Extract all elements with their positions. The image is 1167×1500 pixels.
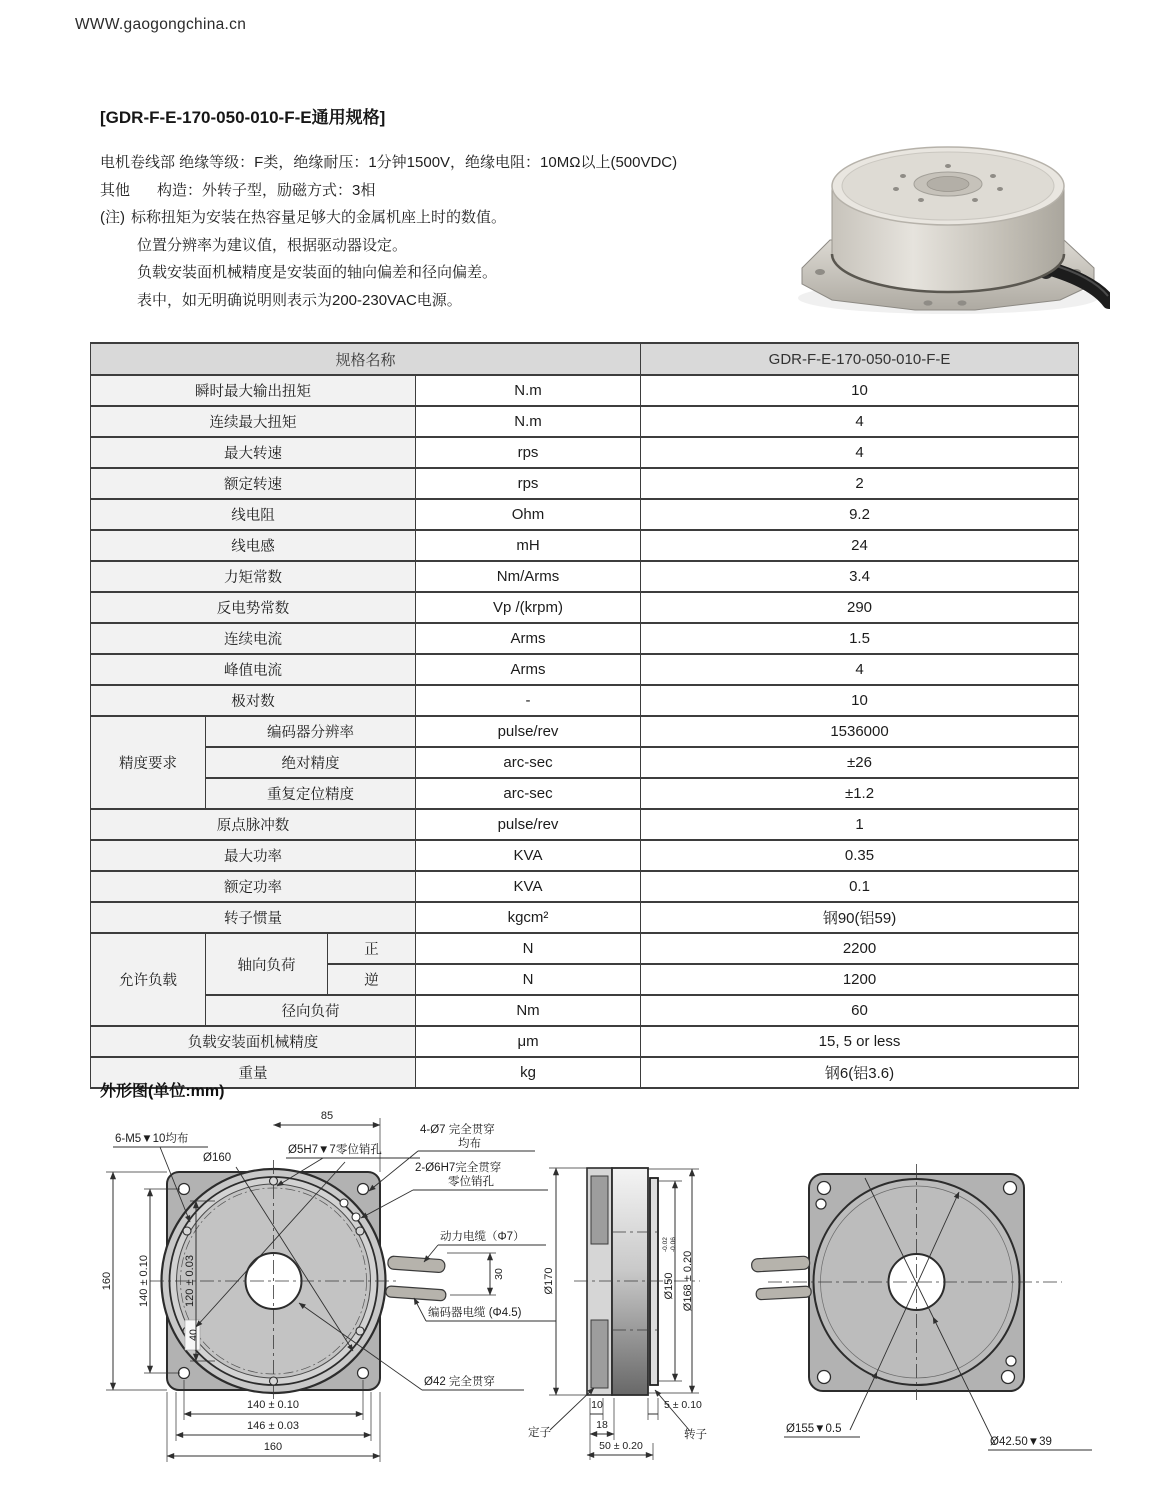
spec-group-load: 允许负载 [91,933,206,1026]
spec-unit: rps [416,437,641,468]
spec-value: 9.2 [641,499,1079,530]
spec-row [91,716,1079,747]
front-dim-bottom-1: 140 ± 0.10 [247,1399,299,1411]
side-dim-50: 50 ± 0.20 [599,1440,643,1452]
spec-row [91,406,1079,437]
spec-label: 最大功率 [91,840,416,871]
spec-value: 1 [641,809,1079,840]
spec-value: 3.4 [641,561,1079,592]
spec-row [91,592,1079,623]
spec-label: 负载安装面机械精度 [91,1026,416,1057]
spec-row [91,623,1079,654]
spec-value: 60 [641,995,1079,1026]
spec-value: 1.5 [641,623,1079,654]
spec-label: 重量 [91,1057,416,1088]
spec-label: 反电势常数 [91,592,416,623]
spec-label: 编码器分辨率 [206,716,416,747]
side-label-stator: 定子 [528,1427,551,1439]
spec-group-axial: 轴向负荷 [206,933,328,995]
front-dim-top: 85 [320,1110,334,1122]
side-label-rotor: 转子 [684,1429,707,1441]
side-dim-18: 18 [596,1419,608,1431]
front-view [101,1110,556,1462]
spec-row [91,1026,1079,1057]
spec-value: 1536000 [641,716,1079,747]
spec-label: 瞬时最大输出扭矩 [91,375,416,406]
spec-header-model: GDR-F-E-170-050-010-F-E [641,343,1079,375]
spec-unit: μm [416,1026,641,1057]
spec-unit: arc-sec [416,747,641,778]
spec-label: 最大转速 [91,437,416,468]
spec-row [91,1057,1079,1088]
spec-value: 0.1 [641,871,1079,902]
side-view [528,1168,707,1460]
spec-unit: kgcm² [416,902,641,933]
spec-unit: Nm/Arms [416,561,641,592]
spec-value: 4 [641,654,1079,685]
spec-value: 10 [641,685,1079,716]
spec-row [91,468,1079,499]
spec-value: 10 [641,375,1079,406]
spec-unit: N [416,964,641,995]
spec-unit: Arms [416,654,641,685]
intro-line-2-text: 构造：外转子型，励磁方式：3相 [157,181,376,199]
spec-table [90,342,1079,1089]
spec-label: 连续电流 [91,623,416,654]
note-tag: (注) [100,209,125,226]
spec-unit: N [416,933,641,964]
front-label-d42: Ø42 完全贯穿 [424,1376,495,1388]
spec-value: ±26 [641,747,1079,778]
product-photo [780,128,1110,328]
spec-value: 4 [641,406,1079,437]
spec-value: ±1.2 [641,778,1079,809]
spec-label: 逆 [328,964,416,995]
doc-title: [GDR-F-E-170-050-010-F-E通用规格] [100,108,386,127]
intro-note-4: 表中，如无明确说明则表示为200-230VAC电源。 [137,291,462,309]
spec-unit: KVA [416,840,641,871]
note-1-text: 标称扭矩为安装在热容量足够大的金属机座上时的数值。 [131,209,507,226]
spec-unit: N.m [416,375,641,406]
spec-value: 24 [641,530,1079,561]
front-label-encoder-cable: 编码器电缆 (Φ4.5) [428,1307,522,1319]
front-label-4d7-1: 4-Ø7 完全贯穿 [420,1124,495,1136]
intro-note-1 [100,204,800,232]
intro-block [100,149,800,314]
front-label-d160: Ø160 [203,1152,232,1164]
motor-photo-illustration [798,147,1109,314]
spec-label: 力矩常数 [91,561,416,592]
spec-unit: pulse/rev [416,716,641,747]
spec-unit: - [416,685,641,716]
front-dim-left-outer: 160 [101,1271,113,1291]
spec-label: 极对数 [91,685,416,716]
spec-row [91,437,1079,468]
intro-line-2 [100,177,800,205]
spec-unit: Arms [416,623,641,654]
spec-value: 290 [641,592,1079,623]
spec-row [91,499,1079,530]
side-dim-d150-tol-bot: -0.06 [670,1237,677,1252]
side-dim-d150: Ø150 [663,1272,675,1300]
spec-label: 线电感 [91,530,416,561]
spec-label: 转子惯量 [91,902,416,933]
spec-group-accuracy: 精度要求 [91,716,206,809]
front-dim-bottom-2: 146 ± 0.03 [247,1420,299,1432]
spec-unit: Vp /(krpm) [416,592,641,623]
rear-cables [751,1256,811,1300]
spec-label: 峰值电流 [91,654,416,685]
spec-row [91,778,1079,809]
front-dim-cable-gap: 30 [493,1268,505,1280]
intro-note-3: 负载安装面机械精度是安装面的轴向偏差和径向偏差。 [137,264,498,281]
intro-line-2-label: 其他 [100,181,131,199]
spec-value: 15, 5 or less [641,1026,1079,1057]
spec-row [91,871,1079,902]
spec-value: 钢90(铝59) [641,902,1079,933]
spec-unit: Nm [416,995,641,1026]
spec-value: 0.35 [641,840,1079,871]
spec-row [91,685,1079,716]
spec-value: 2200 [641,933,1079,964]
spec-value: 4 [641,437,1079,468]
spec-header-name: 规格名称 [91,343,641,375]
outline-drawing [0,1100,1167,1500]
rear-view [751,1164,1092,1450]
side-dim-d168: Ø168 ± 0.20 [682,1250,694,1312]
spec-label: 正 [328,933,416,964]
spec-unit: pulse/rev [416,809,641,840]
rear-label-d4250: Ø42.50▼39 [990,1436,1052,1448]
intro-line-1 [100,149,800,177]
spec-label: 线电阻 [91,499,416,530]
spec-row [91,809,1079,840]
front-label-pin5: Ø5H7▼7零位销孔 [288,1144,382,1156]
spec-unit: kg [416,1057,641,1088]
site-url: WWW.gaogongchina.cn [75,16,247,33]
spec-row [91,902,1079,933]
spec-unit: mH [416,530,641,561]
spec-unit: N.m [416,406,641,437]
spec-row [91,561,1079,592]
side-dim-d170: Ø170 [543,1267,555,1295]
spec-row [91,530,1079,561]
spec-label: 绝对精度 [206,747,416,778]
spec-value: 1200 [641,964,1079,995]
spec-label: 原点脉冲数 [91,809,416,840]
spec-unit: Ohm [416,499,641,530]
front-dim-40: 40 [187,1329,200,1341]
spec-row [91,375,1079,406]
spec-header-row [91,343,1079,375]
spec-row [91,840,1079,871]
spec-row [91,995,1079,1026]
side-dim-10: 10 [591,1399,603,1411]
front-cables [386,1256,449,1301]
front-dim-left-inner: 120 ± 0.03 [184,1255,196,1307]
front-label-2d6-1: 2-Ø6H7完全贯穿 [415,1162,502,1174]
spec-label: 径向负荷 [206,995,416,1026]
spec-unit: KVA [416,871,641,902]
spec-label: 额定功率 [91,871,416,902]
spec-unit: rps [416,468,641,499]
front-dim-left-mid: 140 ± 0.10 [138,1255,150,1307]
spec-unit: arc-sec [416,778,641,809]
front-label-2d6-2: 零位销孔 [448,1176,494,1188]
front-label-m5: 6-M5▼10均布 [115,1133,189,1145]
spec-label: 连续最大扭矩 [91,406,416,437]
intro-note-2: 位置分辨率为建议值，根据驱动器设定。 [137,236,408,254]
side-dim-5: 5 ± 0.10 [664,1399,702,1411]
spec-value: 钢6(铝3.6) [641,1057,1079,1088]
front-dim-bottom-3: 160 [263,1441,283,1453]
front-label-4d7-2: 均布 [458,1138,481,1150]
spec-value: 2 [641,468,1079,499]
spec-label: 额定转速 [91,468,416,499]
front-label-power-cable: 动力电缆（Φ7） [440,1231,525,1243]
outline-heading: 外形图(单位:mm) [100,1083,225,1100]
intro-line-1-text: 电机卷线部 绝缘等级：F类，绝缘耐压：1分钟1500V，绝缘电阻：10MΩ以上(500VDC) [100,154,678,171]
side-dim-d150-tol-top: -0.02 [662,1237,669,1252]
spec-label: 重复定位精度 [206,778,416,809]
spec-row [91,654,1079,685]
spec-row [91,747,1079,778]
spec-row [91,933,1079,964]
rear-label-d155: Ø155▼0.5 [786,1423,842,1435]
